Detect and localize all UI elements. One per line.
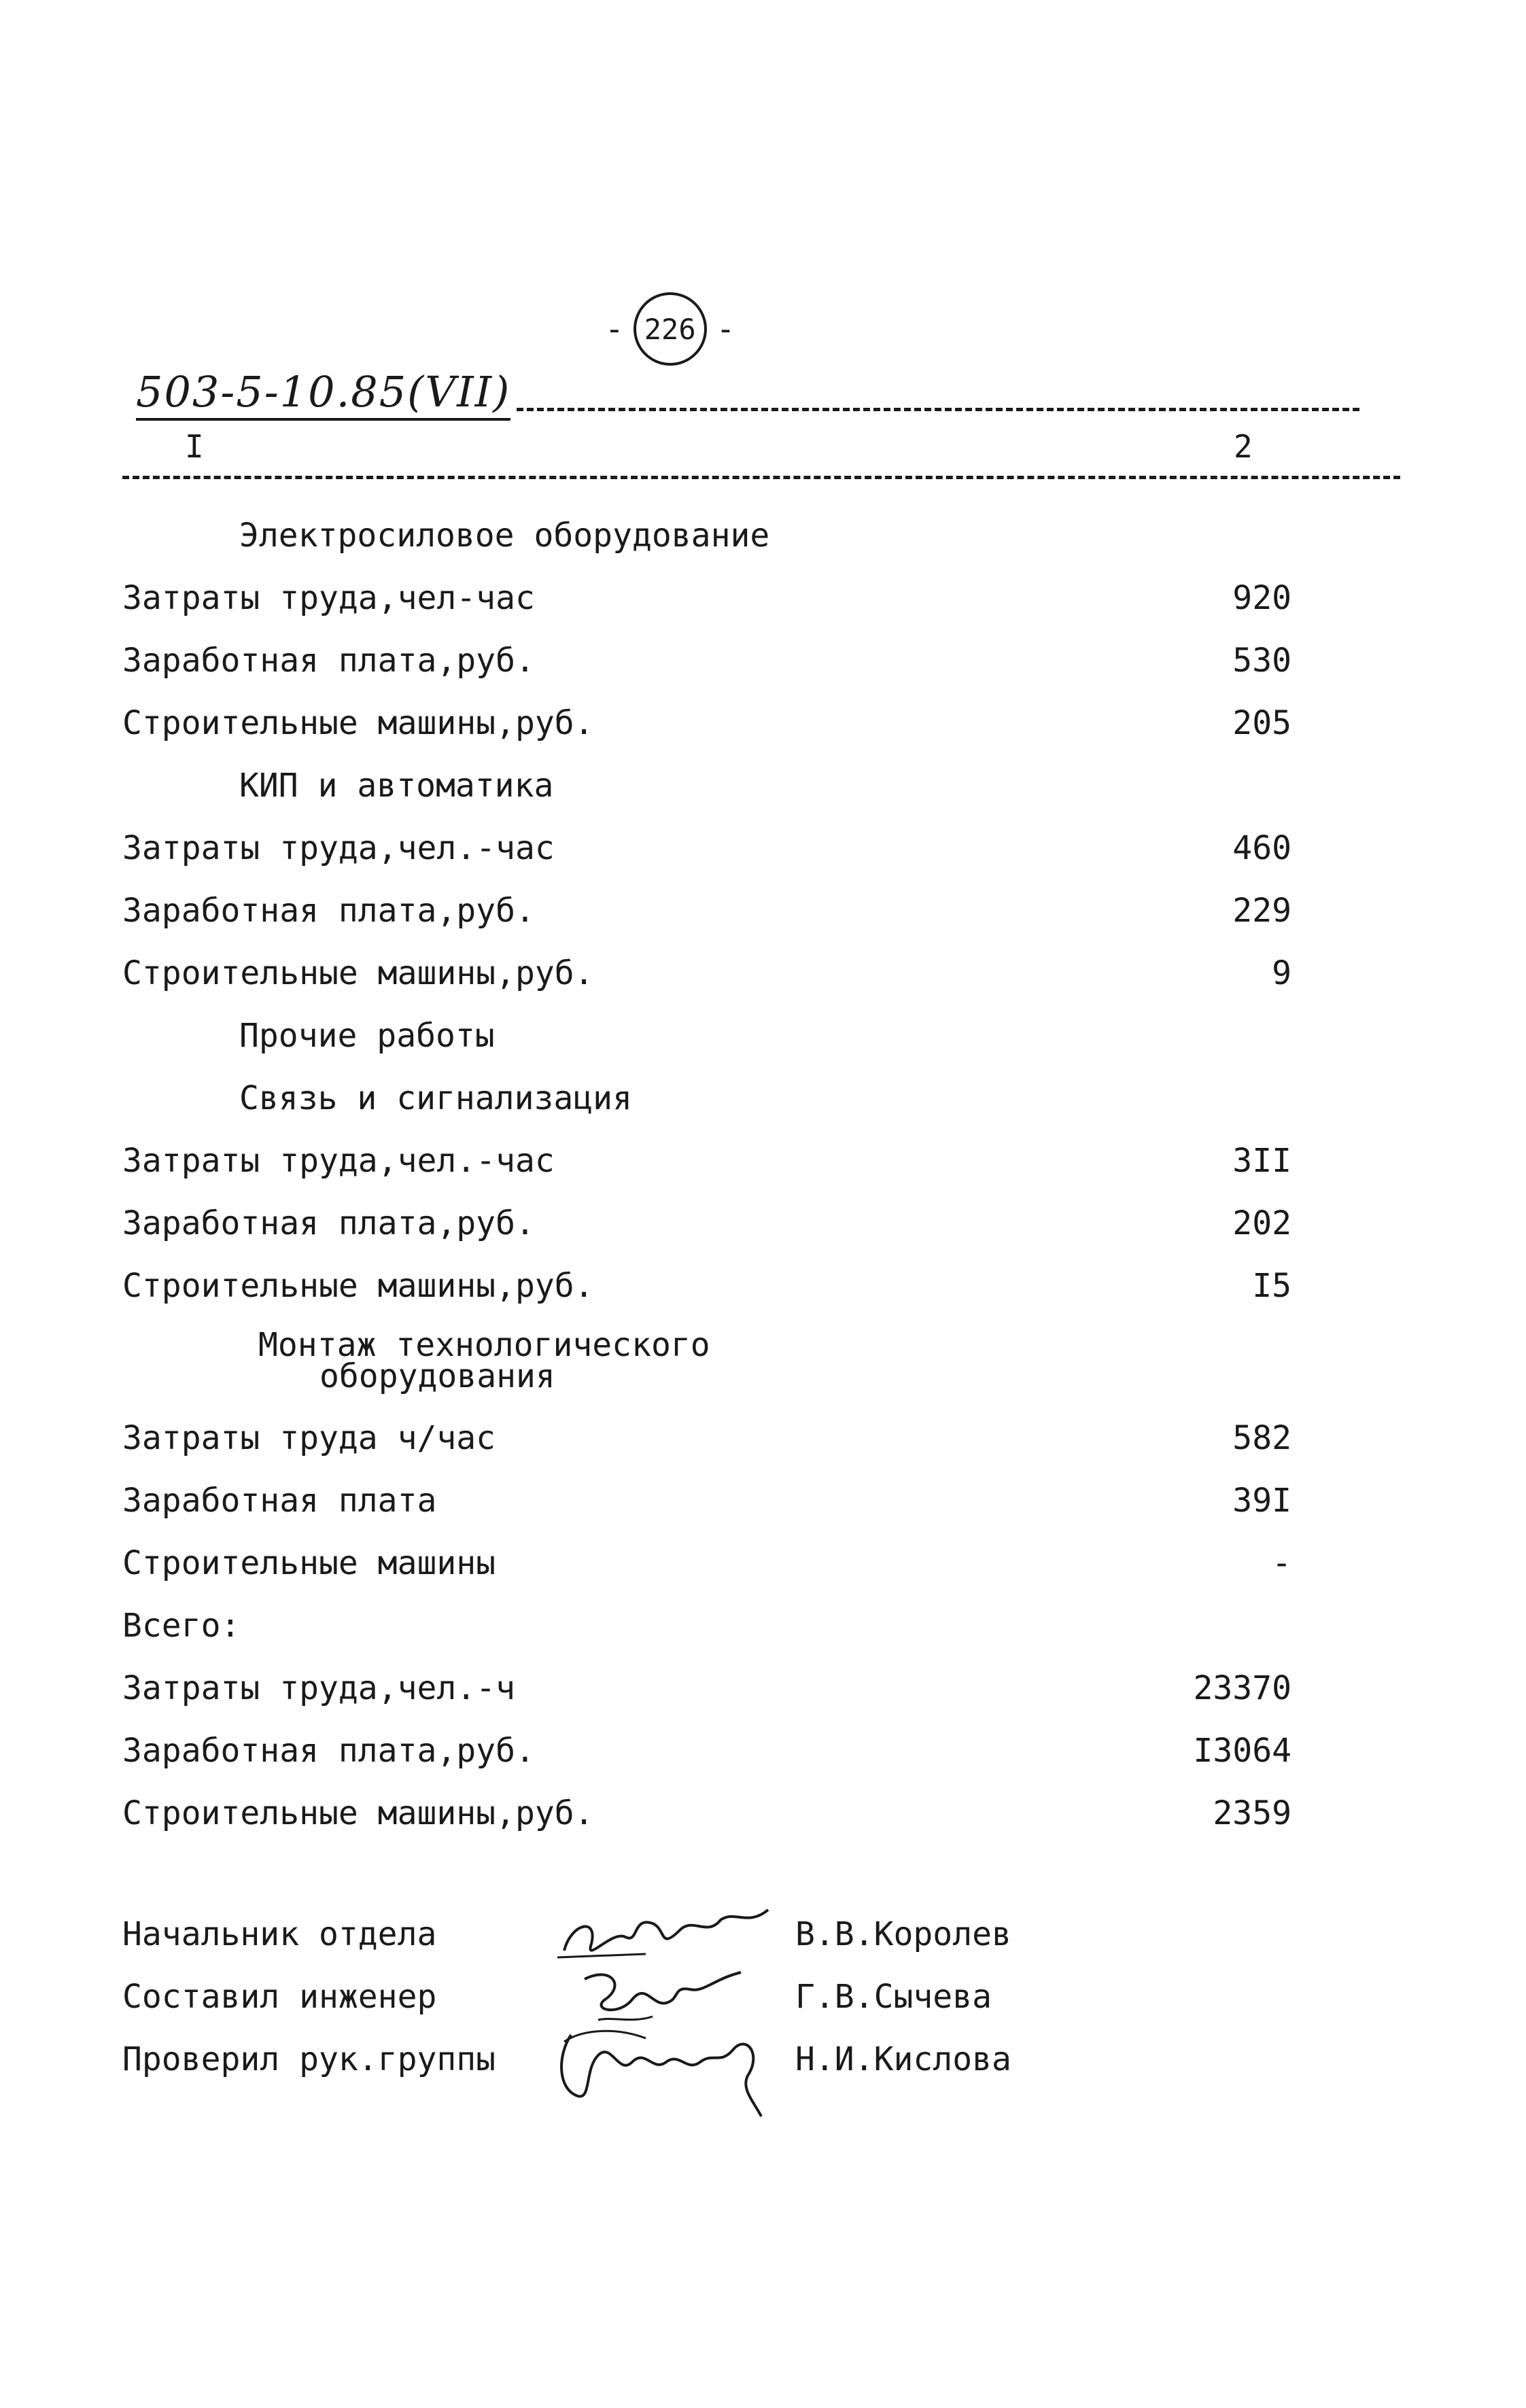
row-value: 202 [1232,1204,1291,1242]
table-row [122,1532,1291,1594]
row-label: Заработная плата,руб. [122,892,535,930]
table-row [122,1657,1291,1720]
handwritten-signature [544,2028,788,2091]
table-row [122,1720,1291,1782]
row-label: Заработная плата,руб. [122,1204,535,1242]
row-value: 9 [1272,954,1291,992]
signature-role: Проверил рук.группы [122,2040,496,2078]
page-number-dash-left: - [605,311,624,347]
page-number-circle: 226 [634,292,707,366]
table-row [122,1469,1291,1532]
row-value: 920 [1232,579,1291,617]
signature-name: Н.И.Кислова [795,2040,1011,2078]
row-label: Прочие работы [239,1017,495,1055]
row-value: I5 [1252,1267,1291,1305]
row-label: Строительные машины,руб. [122,704,594,742]
cost-table [122,504,1291,1845]
row-label: Затраты труда,чел.-час [122,829,555,867]
table-row [122,942,1291,1005]
row-value: 582 [1232,1419,1291,1457]
row-value: 530 [1232,642,1291,680]
table-row [122,504,1291,567]
table-row [122,629,1291,692]
row-value: 2359 [1213,1794,1291,1832]
header-divider-bottom [122,476,1400,479]
row-label: Затраты труда ч/час [122,1419,496,1457]
row-label: Связь и сигнализация [239,1079,632,1117]
row-value: - [1272,1544,1291,1582]
table-row [122,1130,1291,1192]
column-header-2: 2 [1234,428,1253,465]
row-label: КИП и автоматика [239,767,554,805]
table-row [122,1782,1291,1845]
row-label: Заработная плата,руб. [122,642,535,680]
table-row [122,1005,1291,1067]
table-row [122,817,1291,879]
row-value: 23370 [1193,1669,1291,1707]
signature-name: В.В.Королев [795,1915,1011,1953]
signature-name: Г.В.Сычева [795,1978,992,2016]
row-label: Строительные машины,руб. [122,1794,594,1832]
page-number [605,292,735,366]
row-label: Строительные машины [122,1544,496,1582]
table-row [122,1317,1291,1407]
row-label: Всего: [122,1607,241,1645]
row-label: Заработная плата [122,1482,437,1520]
row-value: 205 [1232,704,1291,742]
signature-role: Составил инженер [122,1978,437,2016]
row-label: Строительные машины,руб. [122,954,594,992]
table-row [122,1407,1291,1469]
row-value: I3064 [1193,1732,1291,1770]
row-value: 3II [1232,1142,1291,1180]
row-label: Затраты труда,чел.-час [122,1142,555,1180]
table-row [122,692,1291,754]
table-row [122,1067,1291,1130]
row-value: 39I [1232,1482,1291,1520]
signature-role: Начальник отдела [122,1915,437,1953]
document-code: 503-5-10.85(VII) [136,367,510,421]
row-label: Затраты труда,чел.-ч [122,1669,515,1707]
row-label: Строительные машины,руб. [122,1267,594,1305]
signature-row [122,2028,1011,2091]
column-header-1: I [185,428,204,465]
row-value: 460 [1232,829,1291,867]
header-divider-top [517,408,1359,411]
row-label [122,1317,1128,1395]
row-label-line-2: оборудования [319,1357,555,1395]
table-row [122,754,1291,817]
row-label: Заработная плата,руб. [122,1732,535,1770]
table-row [122,879,1291,942]
table-row [122,1192,1291,1255]
table-row [122,567,1291,629]
table-row [122,1255,1291,1317]
signature-block [122,1903,1011,2091]
table-row [122,1594,1291,1657]
page-number-dash-right: - [716,311,735,347]
row-label: Электросиловое оборудование [239,517,770,555]
row-label-line-1: Монтаж технологического [258,1326,710,1364]
row-value: 229 [1232,892,1291,930]
row-label: Затраты труда,чел-час [122,579,535,617]
